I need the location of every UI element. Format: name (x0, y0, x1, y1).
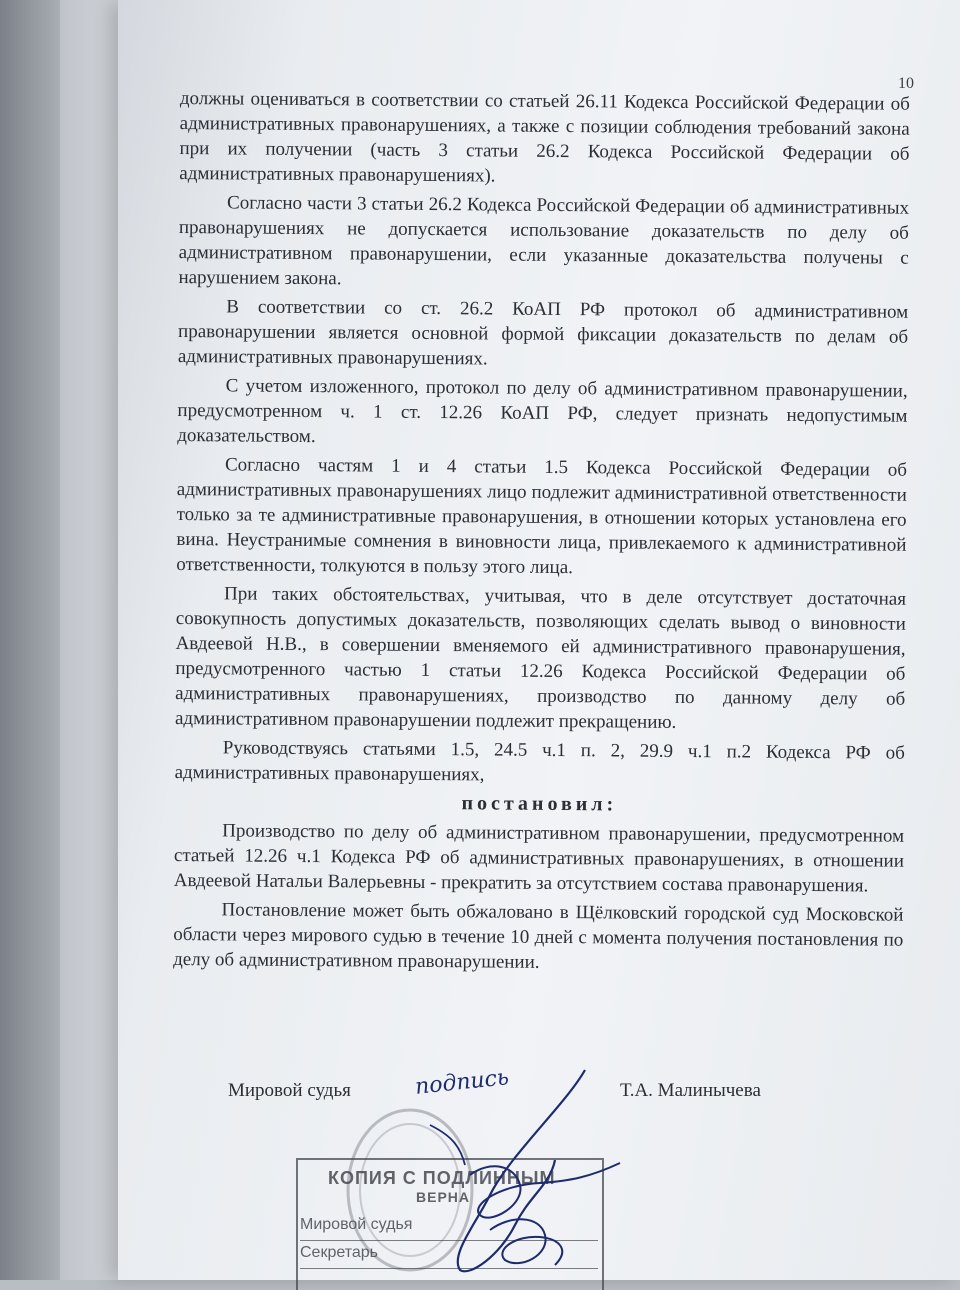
paragraph-4: С учетом изложенного, протокол по делу об административном правонарушении, предусмотренном ч. 1 ст. 12.26 КоАП РФ, следует признать недопустимым доказательством. (177, 375, 908, 448)
judge-title: Мировой судья (228, 1080, 351, 1101)
ruling-paragraph-2: Постановление может быть обжаловано в Щёлковский городской суд Московской области через мирового судью в течение 10 дней с момента получения постановления по делу об административном правонарушении. (173, 899, 904, 973)
ruling-paragraph-1: Производство по делу об административном правонарушении, предусмотренном статьей 12.26 ч.1 Кодекса РФ об административных правонарушениях, в отношении Авдеевой Натальи Валерьевны - прекратить за отсутствием состава правонарушения. (173, 820, 905, 897)
paragraph-7: Руководствуясь статьями 1.5, 24.5 ч.1 п. 2, 29.9 ч.1 п.2 Кодекса РФ об административных правонарушениях, (174, 737, 905, 786)
page-number: 10 (898, 75, 914, 92)
page-edge-shadow (0, 0, 60, 1280)
decision-heading: постановил: (461, 792, 618, 816)
judge-name: Т.А. Малинычева (620, 1080, 761, 1101)
handwritten-signature (340, 1065, 670, 1280)
paragraph-6: При таких обстоятельствах, учитывая, что в деле отсутствует достаточная совокупность допустимых доказательств, позволяющих сделать вывод о виновности Авдеевой Н.В., в совершении вменяемого ей административного правонарушения, предусмотренного частью 1 статьи 12.26 Кодекса Российской Федерации об административных правонарушениях, производство по данному делу об административном правонарушении подлежит прекращению. (174, 583, 907, 733)
paragraph-1: должны оцениваться в соответствии со статьей 26.11 Кодекса Российской Федерации об административных правонарушениях, а также с позиции соблюдения требований закона при их получении (часть 3 статьи 26.2 Кодекса Российской Федерации об административных правонарушениях). (179, 87, 910, 187)
paragraph-5: Согласно частям 1 и 4 статьи 1.5 Кодекса Российской Федерации об административных правонарушениях лицо подлежит административной ответственности только за те административные правонарушения, в отношении которых установлена его вина. Неустранимые сомнения в виновности лица, привлекаемого к административной ответственности, толкуются в пользу этого лица. (176, 454, 908, 579)
document-body (173, 86, 910, 982)
stamp-judge-line: Мировой судья (300, 1216, 413, 1233)
stamp-subtitle: ВЕРНА (416, 1189, 471, 1205)
paragraph-2: Согласно части 3 статьи 26.2 Кодекса Российской Федерации об административных правонарушениях не допускается использование доказательств по делу об административном правонарушении, если указанные доказательства получены с нарушением закона. (178, 192, 910, 290)
paragraph-3: В соответствии со ст. 26.2 КоАП РФ протокол об административном правонарушении является основной формой фиксации доказательств по делам об административных правонарушениях. (177, 296, 909, 370)
stamp-secretary-line: Секретарь (300, 1244, 378, 1261)
handwritten-signature-note: подпись (413, 1065, 511, 1100)
stamp-title: КОПИЯ С ПОДЛИННЫМ (328, 1168, 556, 1188)
